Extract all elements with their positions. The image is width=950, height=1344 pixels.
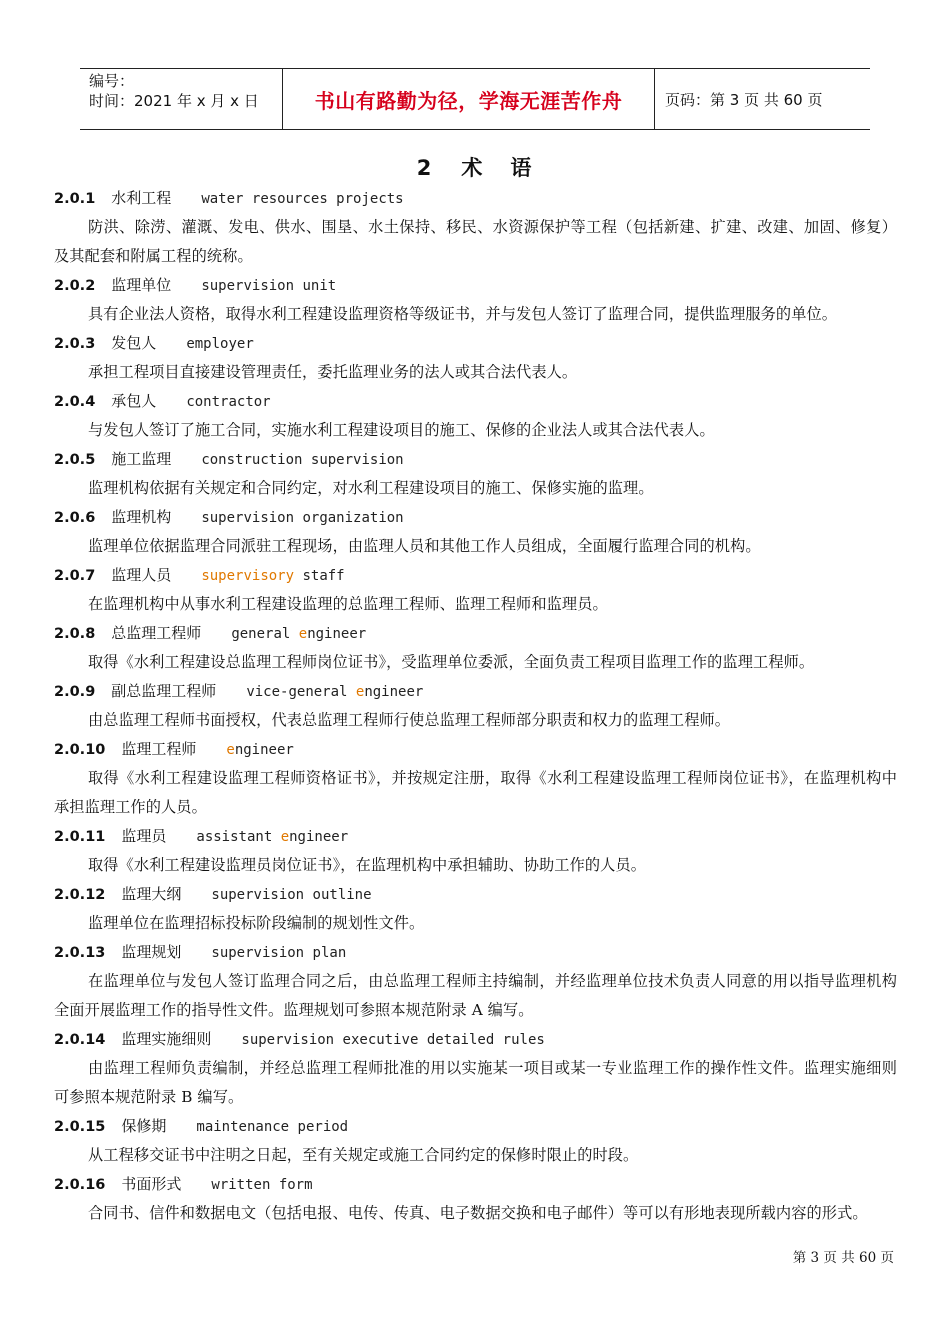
term-chinese-name: 监理人员 (111, 566, 172, 584)
term-english-post: ngineer (289, 829, 349, 845)
term-english-name (186, 336, 253, 352)
term-english-name (246, 684, 423, 700)
term-code: 2.0.1 (54, 191, 96, 207)
term-definition: 取得《水利工程建设总监理工程师岗位证书》，受监理单位委派，全面负责工程项目监理工作的监理工程师。 (88, 653, 815, 671)
term-code: 2.0.11 (54, 829, 106, 845)
term-chinese-name: 监理员 (121, 827, 167, 845)
term-english-highlight: supervisory (201, 568, 295, 584)
term-english-post: ngineer (234, 742, 294, 758)
term-english-highlight: e (355, 684, 365, 700)
term-heading (54, 184, 897, 213)
page-footer: 第 3 页 共 60 页 (792, 1250, 894, 1266)
term-english-name (201, 278, 336, 294)
term-heading (54, 271, 897, 300)
term-chinese-name: 保修期 (121, 1117, 167, 1135)
document-number-label: 编号： (89, 72, 135, 90)
term-english-pre: water resources projects (201, 191, 404, 207)
term-english-post: ngineer (307, 626, 367, 642)
term-english-name (196, 829, 348, 845)
header-motto: 书山有路勤为径，学海无涯苦作舟 (314, 88, 623, 113)
term-chinese-name: 监理工程师 (121, 740, 197, 758)
term-english-pre: employer (186, 336, 254, 352)
term-code: 2.0.6 (54, 510, 96, 526)
term-code: 2.0.4 (54, 394, 96, 410)
term-heading (54, 822, 897, 851)
term-english-name (226, 742, 293, 758)
term-english-pre: supervision outline (211, 887, 372, 903)
term-heading (54, 503, 897, 532)
term-english-pre: supervision plan (211, 945, 347, 961)
term-chinese-name: 副总监理工程师 (111, 682, 217, 700)
document-date-label: 时间：2021 年 x 月 x 日 (89, 92, 259, 110)
term-code: 2.0.8 (54, 626, 96, 642)
term-english-pre: general (231, 626, 299, 642)
term-chinese-name: 承包人 (111, 392, 157, 410)
term-english-pre: written form (211, 1177, 313, 1193)
term-english-pre: maintenance period (196, 1119, 349, 1135)
term-english-highlight: e (226, 742, 235, 758)
section-title-char-2: 语 (510, 156, 534, 180)
term-definition: 由总监理工程师书面授权，代表总监理工程师行使总监理工程师部分职责和权力的监理工程师。 (88, 711, 731, 729)
term-code: 2.0.14 (54, 1032, 106, 1048)
term-definition: 取得《水利工程建设监理员岗位证书》，在监理机构中承担辅助、协助工作的人员。 (88, 856, 647, 874)
term-english-pre: construction supervision (201, 452, 404, 468)
term-english-post: staff (294, 568, 345, 584)
section-title (0, 152, 950, 182)
term-definition: 取得《水利工程建设监理工程师资格证书》，并按规定注册，取得《水利工程建设监理工程师岗位证书》，在监理机构中承担监理工作的人员。 (54, 769, 897, 816)
term-chinese-name: 水利工程 (111, 189, 172, 207)
term-heading (54, 1112, 897, 1141)
header-table (80, 68, 870, 130)
term-heading (54, 1025, 897, 1054)
term-chinese-name: 监理大纲 (121, 885, 182, 903)
section-title-char-1: 术 (461, 156, 485, 180)
term-code: 2.0.12 (54, 887, 106, 903)
header-page-cell (655, 69, 870, 129)
term-heading (54, 619, 897, 648)
term-chinese-name: 总监理工程师 (111, 624, 202, 642)
term-code: 2.0.2 (54, 278, 96, 294)
term-code: 2.0.10 (54, 742, 106, 758)
term-english-highlight: e (280, 829, 290, 845)
term-definition: 监理单位在监理招标投标阶段编制的规划性文件。 (88, 914, 425, 932)
term-chinese-name: 监理实施细则 (121, 1030, 212, 1048)
term-english-pre: vice-general (246, 684, 356, 700)
term-chinese-name: 施工监理 (111, 450, 172, 468)
term-code: 2.0.13 (54, 945, 106, 961)
term-heading (54, 1170, 897, 1199)
term-code: 2.0.9 (54, 684, 96, 700)
term-definition: 具有企业法人资格，取得水利工程建设监理资格等级证书，并与发包人签订了监理合同，提供监理服务的单位。 (88, 305, 838, 323)
term-heading (54, 735, 897, 764)
term-code: 2.0.7 (54, 568, 96, 584)
term-definition: 防洪、除涝、灌溉、发电、供水、围垦、水土保持、移民、水资源保护等工程（包括新建、扩建、改建、加固、修复）及其配套和附属工程的统称。 (54, 218, 897, 265)
term-definition: 监理机构依据有关规定和合同约定，对水利工程建设项目的施工、保修实施的监理。 (88, 479, 654, 497)
term-chinese-name: 发包人 (111, 334, 157, 352)
term-heading (54, 561, 897, 590)
term-english-name (211, 887, 371, 903)
term-english-name (211, 1177, 312, 1193)
term-english-pre: assistant (196, 829, 281, 845)
section-number: 2 (416, 156, 434, 180)
term-heading (54, 387, 897, 416)
terms-list (54, 184, 897, 1228)
term-english-name (201, 191, 403, 207)
term-chinese-name: 监理单位 (111, 276, 172, 294)
term-code: 2.0.3 (54, 336, 96, 352)
term-english-pre: supervision organization (201, 510, 404, 526)
term-english-highlight: e (298, 626, 308, 642)
header-left-cell (80, 69, 282, 129)
term-english-post: ngineer (364, 684, 424, 700)
term-definition: 在监理单位与发包人签订监理合同之后，由总监理工程师主持编制，并经监理单位技术负责人同意的用以指导监理机构全面开展监理工作的指导性文件。监理规划可参照本规范附录 A 编写。 (54, 972, 897, 1019)
header-page-info: 页码：第 3 页 共 60 页 (665, 90, 823, 109)
term-english-name (201, 452, 403, 468)
term-heading (54, 880, 897, 909)
term-english-name (186, 394, 270, 410)
term-english-name (241, 1032, 544, 1048)
header-motto-cell (282, 69, 655, 129)
term-heading (54, 677, 897, 706)
term-code: 2.0.16 (54, 1177, 106, 1193)
term-definition: 监理单位依据监理合同派驻工程现场，由监理人员和其他工作人员组成，全面履行监理合同的机构。 (88, 537, 761, 555)
term-heading (54, 329, 897, 358)
term-definition: 承担工程项目直接建设管理责任，委托监理业务的法人或其合法代表人。 (88, 363, 578, 381)
term-english-pre: contractor (186, 394, 271, 410)
term-definition: 在监理机构中从事水利工程建设监理的总监理工程师、监理工程师和监理员。 (88, 595, 608, 613)
term-definition: 合同书、信件和数据电文（包括电报、电传、传真、电子数据交换和电子邮件）等可以有形地表现所载内容的形式。 (88, 1204, 868, 1222)
term-definition: 与发包人签订了施工合同，实施水利工程建设项目的施工、保修的企业法人或其合法代表人。 (88, 421, 715, 439)
term-code: 2.0.15 (54, 1119, 106, 1135)
term-english-name (201, 510, 403, 526)
term-english-name (211, 945, 346, 961)
term-chinese-name: 书面形式 (121, 1175, 182, 1193)
term-english-name (231, 626, 366, 642)
term-english-name (196, 1119, 348, 1135)
term-heading (54, 445, 897, 474)
term-code: 2.0.5 (54, 452, 96, 468)
term-heading (54, 938, 897, 967)
term-chinese-name: 监理机构 (111, 508, 172, 526)
term-definition: 从工程移交证书中注明之日起，至有关规定或施工合同约定的保修时限止的时段。 (88, 1146, 639, 1164)
term-english-pre: supervision executive detailed rules (241, 1032, 545, 1048)
term-definition: 由监理工程师负责编制，并经总监理工程师批准的用以实施某一项目或某一专业监理工作的操作性文件。监理实施细则可参照本规范附录 B 编写。 (54, 1059, 897, 1106)
term-english-pre: supervision unit (201, 278, 337, 294)
term-english-name (201, 568, 344, 584)
term-chinese-name: 监理规划 (121, 943, 182, 961)
